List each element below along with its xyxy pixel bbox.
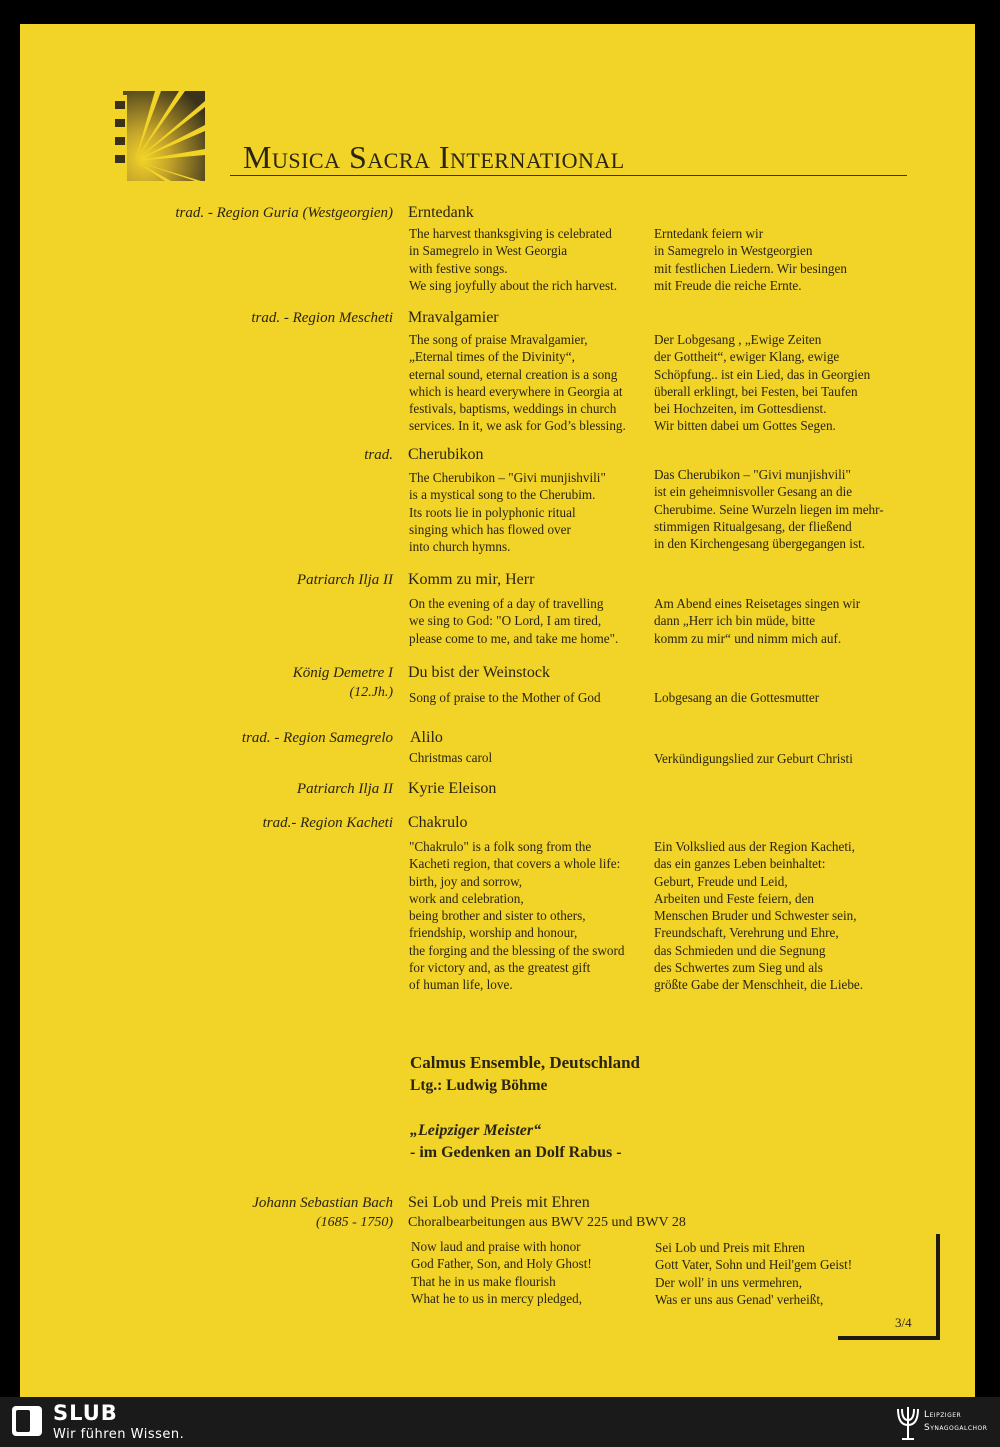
piece-title: Du bist der Weinstock: [408, 664, 550, 681]
piece-composer: trad.- Region Kacheti: [262, 815, 393, 831]
piece-composer: König Demetre I: [292, 665, 393, 681]
piece-text-german: Am Abend eines Reisetages singen wir dann „Herr ich bin müde, bitte komm zu mir“ und nimm mich auf.: [654, 596, 861, 646]
piece-text-english: Christmas carol: [409, 750, 493, 765]
menorah-icon: [893, 1401, 923, 1443]
piece-text-german: Verkündigungslied zur Geburt Christi: [654, 751, 853, 766]
piece-text-german: Lobgesang an die Gottesmutter: [654, 690, 820, 705]
footer-bar: [0, 1397, 1000, 1447]
piece-composer: Johann Sebastian Bach: [252, 1195, 393, 1211]
corner-mark-vertical: [936, 1234, 940, 1340]
piece-text-german: Sei Lob und Preis mit Ehren Gott Vater, Sohn und Heil'gem Geist! Der woll' in uns vermehren, Was er uns aus Genad' verheißt,: [655, 1240, 853, 1307]
piece-text-german: Das Cherubikon – "Givi munjishvili" ist ein geheimnisvoller Gesang an die Cherubime. Seine Wurzeln liegen im mehr- stimmigen Ritualgesang, der fließend in den Kirchengesang übergegangen ist.: [654, 467, 884, 552]
library-name: SLUB: [53, 1401, 118, 1425]
piece-title: Mravalgamier: [408, 309, 499, 326]
piece-title: Komm zu mir, Herr: [408, 571, 535, 588]
piece-composer: trad. - Region Guria (Westgeorgien): [175, 205, 393, 221]
corner-mark-horizontal: [838, 1336, 940, 1340]
piece-text-german: Ein Volkslied aus der Region Kacheti, das ein ganzes Leben beinhaltet: Geburt, Freude und Leid, Arbeiten und Feste feiern, den Menschen Bruder und Schwester sein, Freundschaft, Verehrung und Ehre, das Schmieden und die Segnung des Schwertes zum Sieg und als größte Gabe der Menschheit, die Liebe.: [654, 839, 864, 993]
piece-composer: trad. - Region Samegrelo: [241, 730, 393, 746]
piece-composer: Patriarch Ilja II: [296, 572, 393, 588]
brand-title: Musica Sacra International: [243, 139, 625, 175]
piece-text-english: The Cherubikon – "Givi munjishvili" is a mystical song to the Cherubim. Its roots lie in polyphonic ritual singing which has flowed over into church hymns.: [409, 470, 606, 555]
piece-title: Erntedank: [408, 204, 474, 221]
page-number: 3/4: [895, 1315, 912, 1330]
header-divider: [230, 175, 907, 176]
piece-text-english: The song of praise Mravalgamier, „Eternal times of the Divinity“, eternal sound, eternal creation is a song which is heard everywhere in Georgia at festivals, baptisms, weddings in church services. In it, we ask for God’s blessing.: [409, 332, 626, 434]
piece-composer: trad.: [364, 447, 393, 463]
piece-composer-date: (1685 - 1750): [316, 1215, 393, 1230]
piece-title: Chakrulo: [408, 814, 468, 831]
piece-title: Alilo: [410, 729, 443, 746]
piece-text-english: Now laud and praise with honor God Father, Son, and Holy Ghost! That he in us make flourish What he to us in mercy pledged,: [411, 1239, 592, 1306]
piece-title: Cherubikon: [408, 446, 484, 463]
piece-title: Kyrie Eleison: [408, 780, 497, 797]
piece-text-english: The harvest thanksgiving is celebrated in Samegrelo in West Georgia with festive songs. We sing joyfully about the rich harvest.: [409, 226, 618, 293]
piece-composer: Patriarch Ilja II: [296, 781, 393, 797]
piece-text-english: Song of praise to the Mother of God: [409, 690, 601, 705]
piece-subtitle: Choralbearbeitungen aus BWV 225 und BWV 28: [408, 1215, 686, 1230]
piece-text-german: Erntedank feiern wir in Samegrelo in Westgeorgien mit festlichen Liedern. Wir besingen mit Freude die reiche Ernte.: [654, 226, 847, 293]
library-tagline: Wir führen Wissen.: [53, 1427, 185, 1442]
slub-logo-icon: [12, 1406, 42, 1436]
program-title: „Leipziger Meister“: [410, 1122, 542, 1139]
choir-name: Leipziger Synagogalchor: [924, 1410, 988, 1433]
piece-text-german: Der Lobgesang , „Ewige Zeiten der Gottheit“, ewiger Klang, ewige Schöpfung.. ist ein Lied, das in Georgien überall erklingt, bei Festen, bei Taufen bei Hochzeiten, im Gottesdienst. Wir bitten dabei um Gottes Segen.: [654, 332, 871, 434]
ensemble-director: Ltg.: Ludwig Böhme: [410, 1077, 548, 1094]
ensemble-name: Calmus Ensemble, Deutschland: [410, 1053, 641, 1072]
program-subtitle: - im Gedenken an Dolf Rabus -: [410, 1144, 622, 1161]
piece-text-english: On the evening of a day of travelling we sing to God: "O Lord, I am tired, please come to me, and take me home".: [409, 596, 619, 646]
piece-composer: trad. - Region Mescheti: [251, 310, 393, 326]
piece-composer-date: (12.Jh.): [349, 685, 393, 700]
piece-title: Sei Lob und Preis mit Ehren: [408, 1194, 590, 1211]
musica-sacra-logo: [115, 91, 205, 181]
piece-text-english: "Chakrulo" is a folk song from the Kacheti region, that covers a whole life: birth, joy and sorrow, work and celebration, being brother and sister to others, friendship, worship and honour, the forging and the blessing of the sword for victory and, as the greatest gift of human life, love.: [409, 839, 625, 993]
